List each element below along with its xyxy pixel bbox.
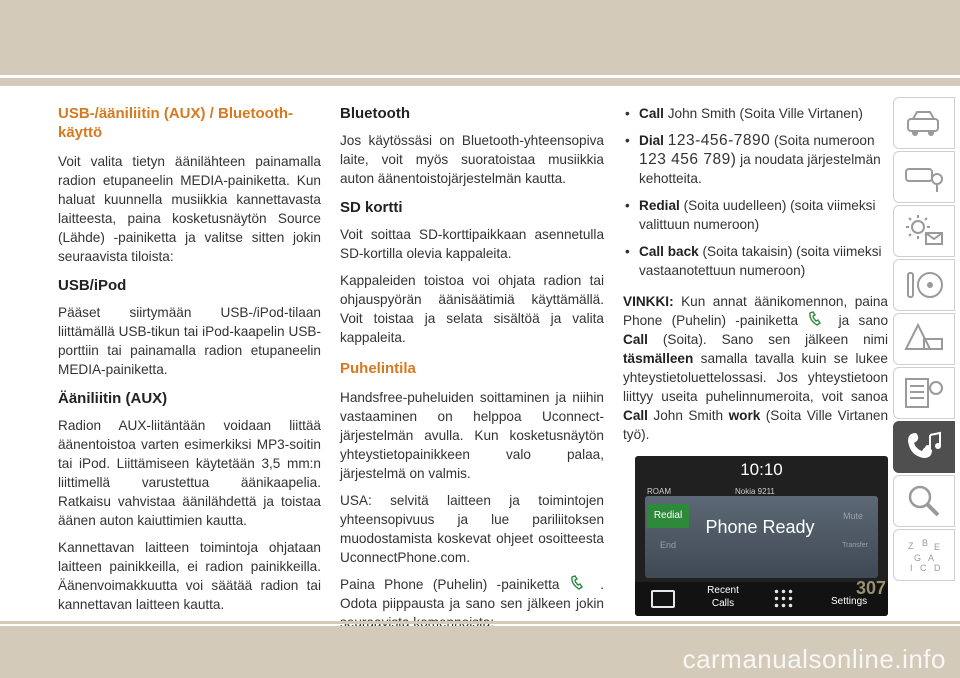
- tip-exact: täsmälleen: [623, 351, 694, 366]
- aux-heading: Ääniliitin (AUX): [58, 390, 168, 407]
- screen-mute-button: Mute: [842, 511, 863, 521]
- svg-text:D: D: [934, 563, 941, 573]
- command-call-back: Call back: [639, 244, 699, 259]
- hazard-car-icon: [904, 321, 946, 357]
- tab-index[interactable]: [893, 529, 955, 581]
- screen-redial-button: Redial: [647, 504, 689, 528]
- tab-multimedia[interactable]: [893, 421, 955, 473]
- voice-command-list: [623, 104, 888, 280]
- bluetooth-heading: Bluetooth: [340, 105, 410, 122]
- phone-icon: [807, 311, 829, 327]
- tip-say: ja sano: [838, 313, 889, 328]
- dial-number: 123-456-7890: [667, 132, 771, 149]
- tab-service[interactable]: [893, 367, 955, 419]
- sd-paragraph-2: Kappaleiden toistoa voi ohjata radion tai ohjauspyörän äänisäätimiä käyttämällä. Voit toistaa ja selata sisältöä ja valita kappaleita.: [340, 273, 604, 345]
- usa-paragraph: USA: selvitä laitteen ja toimintojen yhteensopivuus ja lue pariliitoksen muodostamista koskevat ohjeet osoitteesta UconnectPhone.com.: [340, 493, 604, 565]
- keypad-icon: [773, 588, 795, 610]
- watermark: carmanualsonline.info: [682, 644, 946, 674]
- tip-text-d: John Smith: [653, 408, 724, 423]
- svg-text:B: B: [922, 538, 929, 548]
- top-band-line: [0, 75, 960, 78]
- tab-driving[interactable]: [893, 259, 955, 311]
- tab-search[interactable]: [893, 475, 955, 527]
- svg-text:I: I: [910, 563, 913, 573]
- phone-mode-heading: Puhelintila: [340, 360, 416, 377]
- chapter-tabs: [888, 97, 960, 583]
- svg-text:A: A: [928, 553, 935, 563]
- command-call-back-text: (Soita takaisin) (soita viimeksi vastaanotettuun numeroon): [639, 244, 882, 278]
- command-redial: Redial: [639, 198, 680, 213]
- search-icon: [904, 483, 946, 519]
- list-item: • Dial 123-456-7890 (Soita numeroon 123 456 789) ja noudata järjestelmän kehotteita.: [625, 132, 881, 186]
- phone-paragraph: Handsfree-puheluiden soittaminen ja niihin vastaaminen on helppoa Uconnect-järjestelmän avulla. Kun kosketusnäytön yhteystietopainikkeen valo palaa, järjestelmä on valmis.: [340, 390, 604, 481]
- uconnect-phone-screen: [635, 456, 888, 616]
- sd-paragraph: Voit soittaa SD-korttipaikkaan asennetulla SD-kortilla olevia kappaleita.: [340, 227, 604, 261]
- sd-heading: SD kortti: [340, 199, 403, 216]
- tip-text-e: (Soita Ville Virtanen työ).: [623, 408, 889, 442]
- bottom-band-line: [0, 621, 960, 624]
- screen-phone-ready: Phone Ready: [705, 517, 815, 537]
- tip-work: work: [728, 408, 761, 423]
- list-item: • Call back (Soita takaisin) (soita viimeksi vastaanotettuun numeroon): [625, 244, 882, 278]
- bluetooth-paragraph: Jos käytössäsi on Bluetooth-yhteensopiva laite, voit myös suoratoistaa musiikkia auton äänentoistojärjestelmän kautta.: [340, 133, 604, 186]
- top-band: [0, 0, 960, 86]
- screen-transfer-button: Transfer: [842, 542, 868, 549]
- screen-bottom-bar: [635, 582, 888, 616]
- tab-emergency[interactable]: [893, 313, 955, 365]
- svg-text:Z: Z: [908, 541, 914, 551]
- svg-text:C: C: [920, 563, 927, 573]
- list-item: • Redial (Soita uudelleen) (soita viimeksi valittuun numeroon): [625, 198, 876, 232]
- dial-text-b: ja noudata järjestelmän kehotteita.: [639, 152, 881, 186]
- tip-text-c: samalla tavalla kuin se lukee yhteystietoluettelossasi. Jos yhteystietoon liittyy useita puhelinnumeroita, voit sanoa: [623, 351, 888, 404]
- dial-number-2: 123 456 789): [639, 151, 737, 168]
- usb-heading: USB/iPod: [58, 277, 127, 294]
- car-key-icon: [904, 159, 946, 195]
- tip-call-2: Call: [623, 408, 648, 423]
- service-checklist-icon: [904, 375, 946, 411]
- tab-warning-lights[interactable]: [893, 205, 955, 257]
- tip-label: VINKKI:: [623, 294, 674, 309]
- tip-text-b: (Soita). Sano sen jälkeen nimi: [662, 332, 888, 347]
- press-text-a: Paina Phone (Puhelin) -painiketta: [340, 577, 560, 592]
- screen-time: 10:10: [740, 460, 783, 479]
- screen-recent-calls: Recent Calls: [707, 585, 739, 609]
- dial-text-a: (Soita numeroon: [774, 133, 875, 148]
- column-2: [340, 104, 604, 640]
- svg-text:E: E: [934, 542, 941, 552]
- index-letters-icon: [904, 537, 946, 573]
- multimedia-icon: [904, 429, 946, 465]
- aux-paragraph-2: Kannettavan laitteen toimintoja ohjataan laitteen painikkeilla, ei radion painikkeilla. Äänenvoimakkuutta voi säätää radion tai kannettavan laitteen kautta.: [58, 540, 321, 612]
- phonebook-icon: [651, 590, 675, 608]
- car-dashboard-icon: [904, 105, 946, 141]
- command-redial-text: (Soita uudelleen) (soita viimeksi valittuun numeroon): [639, 198, 876, 232]
- tab-car-dashboard[interactable]: [893, 97, 955, 149]
- tab-car-key[interactable]: [893, 151, 955, 203]
- usb-paragraph: Pääset siirtymään USB-/iPod-tilaan liittämällä USB-tikun tai iPod-kaapelin USB-porttiin tai painamalla radion etupaneelin MEDIA-painiketta.: [58, 305, 321, 377]
- page-number: 307: [856, 578, 887, 598]
- aux-paragraph: Radion AUX-liitäntään voidaan liittää äänentoistoa varten esimerkiksi MP3-soitin tai iPod. Liittämiseen käytetään 3,5 mm:n liittimellä varustettua äänikaapelia. Ratkaisu vahvistaa äänilähdettä ja toistaa äänen auton kaiuttimien kautta.: [58, 418, 321, 528]
- phone-icon: [569, 575, 591, 591]
- intro-paragraph: Voit valita tietyn äänilähteen painamalla radion etupaneelin MEDIA-painiketta. Kun haluat kuunnella musiikkia kannettavasta laitteesta, paina kosketusnäytön Source (Lähde) -painiketta ja valitse sitten jokin seuraavista tiloista:: [58, 154, 321, 264]
- command-call: Call: [639, 106, 664, 121]
- tip-call: Call: [623, 332, 648, 347]
- tip-text-a: Kun annat äänikomennon, paina Phone (Puhelin) -painiketta: [623, 294, 888, 328]
- section-heading-usb-aux-bluetooth: USB-/ääniliitin (AUX) / Bluetooth-käyttö: [58, 105, 293, 141]
- screen-device-name: Nokia 9211: [735, 487, 775, 496]
- command-call-text: John Smith (Soita Ville Virtanen): [667, 106, 863, 121]
- column-1: [58, 104, 321, 622]
- press-text-b: . Odota piippausta ja sano sen jälkeen jokin: [340, 577, 604, 611]
- screen-settings: Settings: [831, 596, 868, 607]
- list-item: • Call John Smith (Soita Ville Virtanen): [625, 106, 863, 121]
- column-3: [623, 104, 888, 641]
- screen-end-button: End: [659, 540, 676, 550]
- svg-text:G: G: [914, 553, 922, 563]
- warning-light-icon: [904, 213, 946, 249]
- command-dial: Dial: [639, 133, 664, 148]
- screen-roam-status: ROAM: [647, 487, 671, 496]
- tip-paragraph: [623, 292, 888, 444]
- steering-tools-icon: [904, 267, 946, 303]
